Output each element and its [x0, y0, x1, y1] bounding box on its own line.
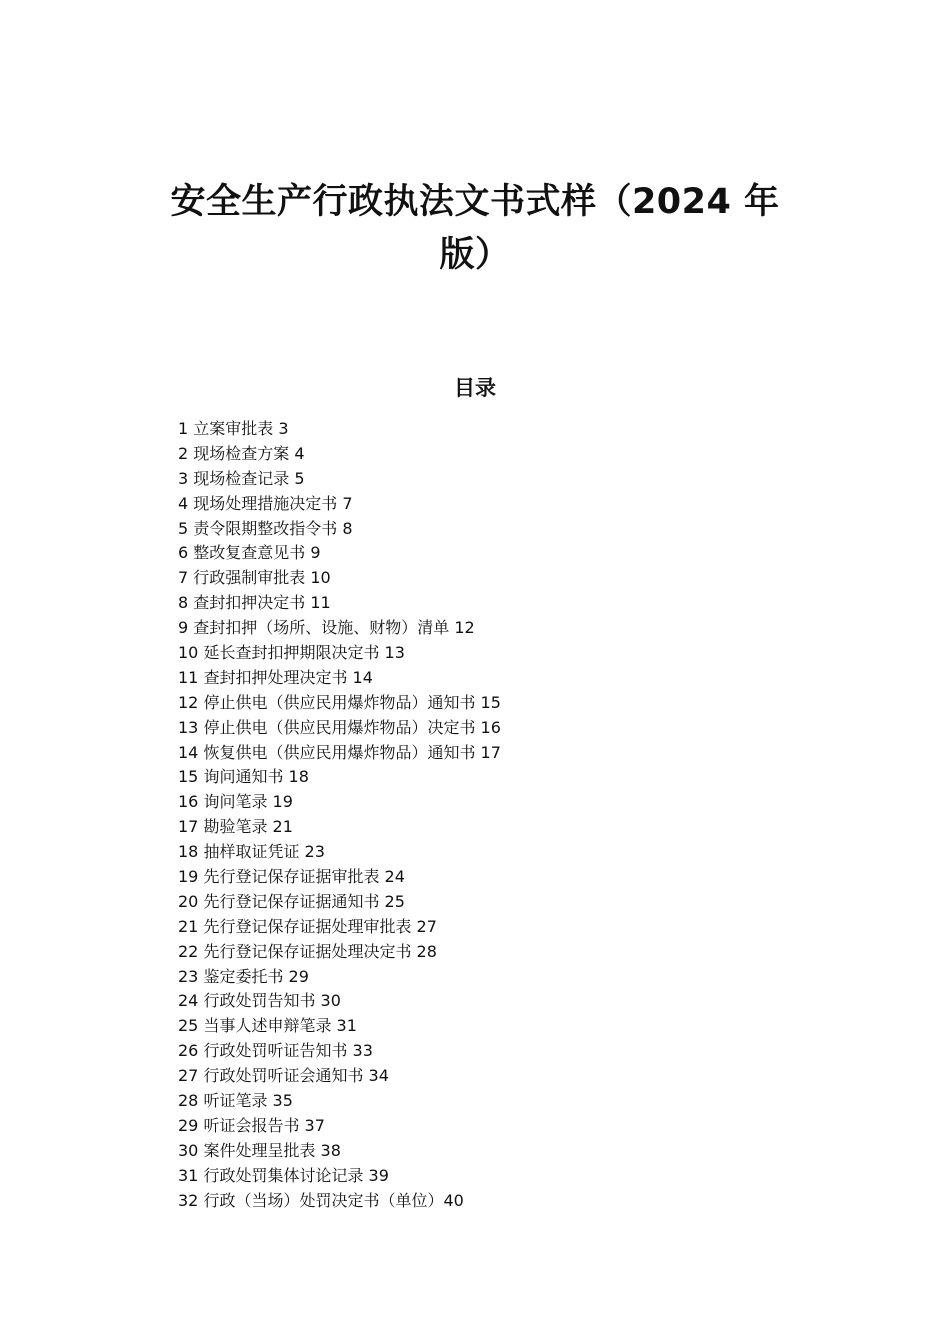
toc-item: 26 行政处罚听证告知书 33: [178, 1041, 373, 1061]
toc-item: 32 行政（当场）处罚决定书（单位）40: [178, 1190, 464, 1210]
toc-item: 14 恢复供电（供应民用爆炸物品）通知书 17: [178, 742, 501, 762]
table-of-contents: [178, 417, 501, 1214]
toc-item: 24 行政处罚告知书 30: [178, 991, 341, 1011]
toc-item: 30 案件处理呈批表 38: [178, 1140, 341, 1160]
toc-item: 19 先行登记保存证据审批表 24: [178, 867, 405, 887]
toc-item: 21 先行登记保存证据处理审批表 27: [178, 916, 437, 936]
toc-item: 12 停止供电（供应民用爆炸物品）通知书 15: [178, 692, 501, 712]
toc-item: 15 询问通知书 18: [178, 767, 309, 787]
toc-item: 28 听证笔录 35: [178, 1091, 293, 1111]
toc-item: 29 听证会报告书 37: [178, 1115, 325, 1135]
toc-item: 17 勘验笔录 21: [178, 817, 293, 837]
toc-item: 31 行政处罚集体讨论记录 39: [178, 1165, 389, 1185]
toc-item: 2 现场检查方案 4: [178, 443, 305, 463]
toc-item: 13 停止供电（供应民用爆炸物品）决定书 16: [178, 717, 501, 737]
toc-item: 6 整改复查意见书 9: [178, 543, 321, 563]
toc-item: 1 立案审批表 3: [178, 419, 289, 438]
document-title: 安全生产行政执法文书式样（2024 年版）: [170, 182, 780, 275]
toc-item: 3 现场检查记录 5: [178, 468, 305, 488]
toc-item: 8 查封扣押决定书 11: [178, 593, 331, 613]
toc-item: 27 行政处罚听证会通知书 34: [178, 1066, 389, 1086]
toc-item: 18 抽样取证凭证 23: [178, 842, 325, 862]
toc-item: 7 行政强制审批表 10: [178, 568, 331, 588]
toc-item: 22 先行登记保存证据处理决定书 28: [178, 941, 437, 961]
toc-heading: 目录: [454, 376, 496, 400]
toc-item: 4 现场处理措施决定书 7: [178, 493, 353, 513]
toc-item: 23 鉴定委托书 29: [178, 966, 309, 986]
toc-item: 9 查封扣押（场所、设施、财物）清单 12: [178, 618, 475, 638]
toc-item: 5 责令限期整改指令书 8: [178, 518, 353, 538]
toc-item: 10 延长查封扣押期限决定书 13: [178, 643, 405, 663]
toc-item: 20 先行登记保存证据通知书 25: [178, 891, 405, 911]
toc-item: 25 当事人述申辩笔录 31: [178, 1016, 357, 1036]
toc-item: 16 询问笔录 19: [178, 792, 293, 812]
toc-item: 11 查封扣押处理决定书 14: [178, 667, 373, 687]
